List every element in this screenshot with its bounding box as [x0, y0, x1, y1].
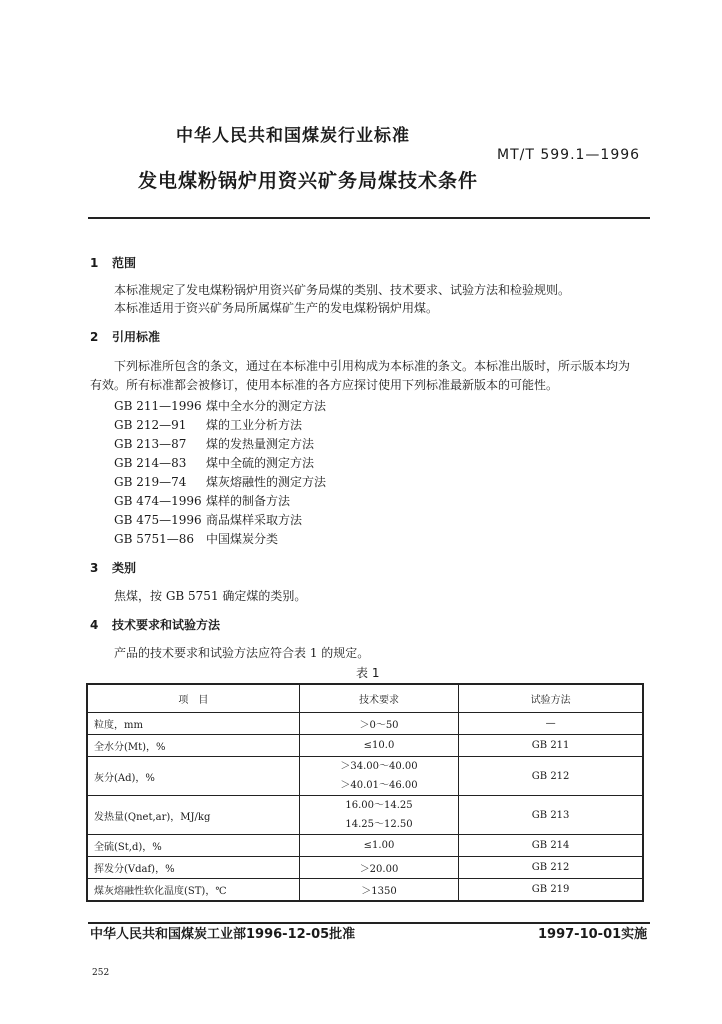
reference-name: 商品煤样采取方法 [206, 513, 303, 527]
table-row [87, 757, 643, 796]
reference-code: GB 475—1996 [114, 513, 202, 527]
reference-name: 煤样的制备方法 [206, 494, 291, 508]
standard-number: MT/T 599.1—1996 [497, 147, 641, 163]
reference-item [114, 511, 302, 528]
row-method: GB 219 [459, 879, 643, 902]
requirement-range: 14.25～12.50 [345, 819, 413, 830]
table-header-row [87, 684, 643, 713]
reference-item [114, 530, 278, 547]
reference-item [114, 416, 302, 433]
section-number: 1 [90, 256, 99, 270]
table-row [87, 713, 643, 735]
reference-name: 煤的工业分析方法 [206, 418, 303, 432]
reference-item [114, 454, 314, 471]
column-header-item: 项 目 [87, 684, 299, 713]
reference-item [114, 397, 326, 414]
requirement-range: 16.00～14.25 [345, 800, 413, 811]
column-header-requirement: 技术要求 [299, 684, 458, 713]
reference-name: 煤中全硫的测定方法 [206, 456, 315, 470]
reference-code: GB 214—83 [114, 456, 187, 470]
row-requirement: ≤10.0 [299, 735, 458, 757]
reference-code: GB 5751—86 [114, 532, 195, 546]
table-row [87, 735, 643, 757]
reference-item [114, 492, 290, 509]
row-item: 粒度，mm [87, 713, 299, 735]
reference-code: GB 212—91 [114, 418, 187, 432]
section-1-paragraph-2: 本标准适用于资兴矿务局所属煤矿生产的发电煤粉锅炉用煤。 [114, 301, 439, 315]
row-item: 全水分(Mt)，% [87, 735, 299, 757]
row-method: GB 214 [459, 835, 643, 857]
header-divider [88, 217, 650, 219]
reference-code: GB 474—1996 [114, 494, 202, 508]
section-2-heading [90, 328, 160, 345]
reference-item [114, 473, 326, 490]
row-item: 发热量(Qnet,ar)，MJ/kg [87, 796, 299, 835]
row-method: GB 213 [459, 796, 643, 835]
row-requirement: ＞1350 [299, 879, 458, 902]
section-4-heading [90, 616, 220, 633]
section-title: 类别 [112, 561, 137, 575]
reference-name: 煤中全水分的测定方法 [206, 399, 327, 413]
section-4-paragraph: 产品的技术要求和试验方法应符合表 1 的规定。 [114, 646, 370, 660]
section-number: 4 [90, 618, 99, 632]
section-2-paragraph-line-2: 有效。所有标准都会被修订，使用本标准的各方应探讨使用下列标准最新版本的可能性。 [90, 378, 559, 392]
section-title: 技术要求和试验方法 [112, 618, 221, 632]
reference-code: GB 219—74 [114, 475, 187, 489]
implementation-date: 1997-10-01实施 [538, 927, 648, 942]
reference-name: 煤灰熔融性的测定方法 [206, 475, 327, 489]
row-method: GB 212 [459, 757, 643, 796]
reference-code: GB 211—1996 [114, 399, 202, 413]
section-1-paragraph-1: 本标准规定了发电煤粉锅炉用资兴矿务局煤的类别、技术要求、试验方法和检验规则。 [114, 283, 571, 297]
page-number: 252 [92, 968, 110, 978]
row-item: 挥发分(Vdaf)，% [87, 857, 299, 879]
issuing-body-title: 中华人民共和国煤炭行业标准 [176, 126, 410, 146]
specification-table [86, 683, 644, 902]
section-3-paragraph: 焦煤，按 GB 5751 确定煤的类别。 [114, 589, 307, 603]
table-row [87, 835, 643, 857]
document-title: 发电煤粉锅炉用资兴矿务局煤技术条件 [138, 170, 479, 192]
requirement-range: ＞34.00～40.00 [340, 761, 418, 772]
table-row [87, 857, 643, 879]
requirement-range: ＞40.01～46.00 [340, 780, 418, 791]
row-method: — [459, 713, 643, 735]
section-1-heading [90, 254, 136, 271]
section-number: 3 [90, 561, 99, 575]
section-number: 2 [90, 330, 99, 344]
approval-line: 中华人民共和国煤炭工业部1996-12-05批准 [90, 927, 356, 942]
row-item: 煤灰熔融性软化温度(ST)，℃ [87, 879, 299, 902]
reference-code: GB 213—87 [114, 437, 187, 451]
row-method: GB 211 [459, 735, 643, 757]
table-row [87, 796, 643, 835]
reference-name: 中国煤炭分类 [206, 532, 279, 546]
row-item: 全硫(St,d)，% [87, 835, 299, 857]
reference-name: 煤的发热量测定方法 [206, 437, 315, 451]
row-requirement: ＞0～50 [299, 713, 458, 735]
row-requirement [299, 796, 458, 835]
table-caption: 表 1 [356, 666, 380, 680]
section-2-paragraph-line-1: 下列标准所包含的条文，通过在本标准中引用构成为本标准的条文。本标准出版时，所示版本均为 [114, 359, 631, 373]
section-title: 引用标准 [112, 330, 161, 344]
row-requirement [299, 757, 458, 796]
reference-item [114, 435, 314, 452]
section-title: 范围 [112, 256, 137, 270]
column-header-method: 试验方法 [459, 684, 643, 713]
row-item: 灰分(Ad)，% [87, 757, 299, 796]
row-requirement: ＞20.00 [299, 857, 458, 879]
row-method: GB 212 [459, 857, 643, 879]
row-requirement: ≤1.00 [299, 835, 458, 857]
section-3-heading [90, 559, 136, 576]
table-row [87, 879, 643, 902]
